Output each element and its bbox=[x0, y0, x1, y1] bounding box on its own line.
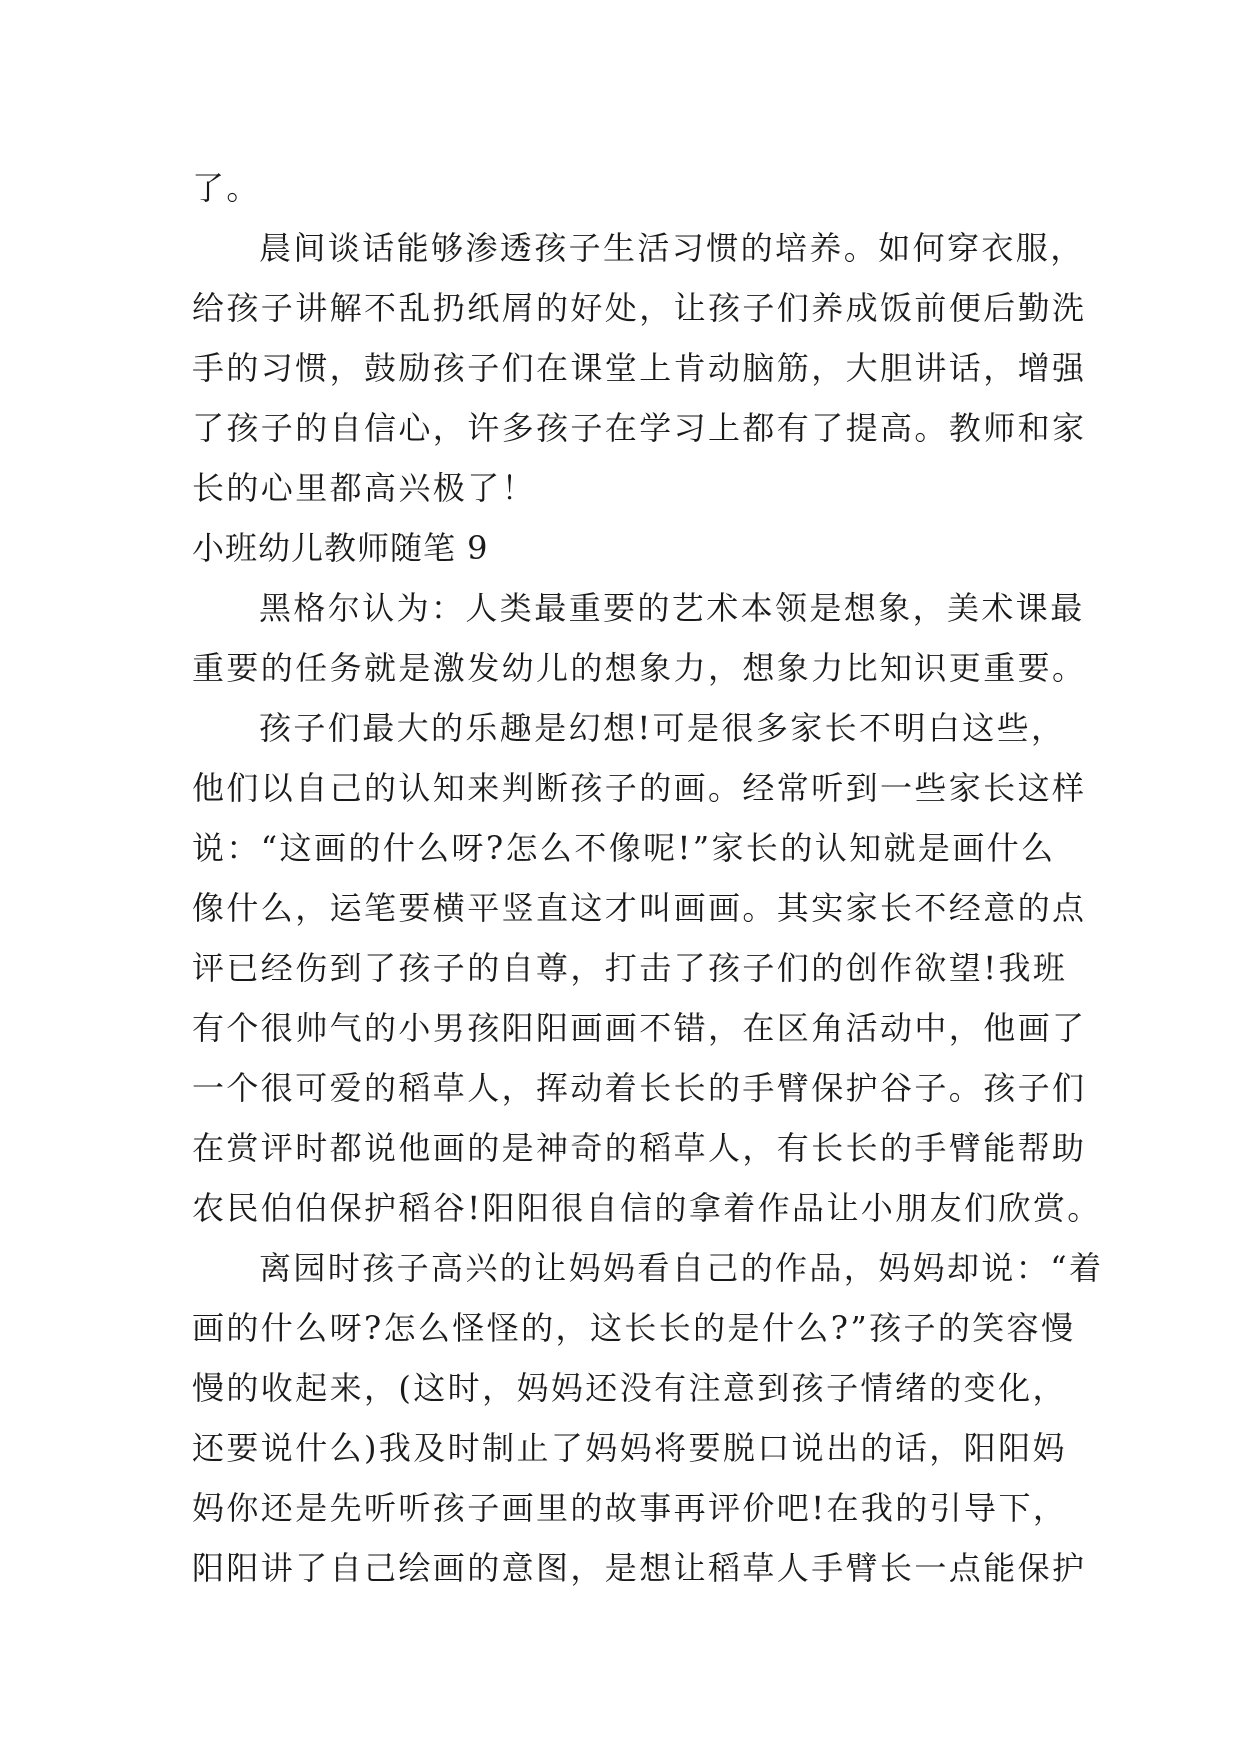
text-line: 评已经伤到了孩子的自尊，打击了孩子们的创作欲望!我班 bbox=[192, 949, 1068, 987]
text-line: 了。 bbox=[192, 169, 261, 207]
paragraph-first-line: 黑格尔认为：人类最重要的艺术本领是想象，美术课最 bbox=[259, 589, 1085, 627]
section-heading: 小班幼儿教师随笔 9 bbox=[192, 529, 489, 567]
text-line: 有个很帅气的小男孩阳阳画画不错，在区角活动中，他画了 bbox=[192, 1009, 1087, 1047]
text-line: 农民伯伯保护稻谷!阳阳很自信的拿着作品让小朋友们欣赏。 bbox=[192, 1189, 1102, 1227]
text-line: 他们以自己的认知来判断孩子的画。经常听到一些家长这样 bbox=[192, 769, 1087, 807]
text-line: 给孩子讲解不乱扔纸屑的好处，让孩子们养成饭前便后勤洗 bbox=[192, 289, 1087, 327]
paragraph-first-line: 晨间谈话能够渗透孩子生活习惯的培养。如何穿衣服， bbox=[259, 229, 1085, 267]
text-line: 手的习惯，鼓励孩子们在课堂上肯动脑筋，大胆讲话，增强 bbox=[192, 349, 1087, 387]
paragraph-first-line: 离园时孩子高兴的让妈妈看自己的作品，妈妈却说：“着 bbox=[259, 1249, 1104, 1287]
text-line: 重要的任务就是激发幼儿的想象力，想象力比知识更重要。 bbox=[192, 649, 1087, 687]
text-line: 了孩子的自信心，许多孩子在学习上都有了提高。教师和家 bbox=[192, 409, 1087, 447]
text-line: 在赏评时都说他画的是神奇的稻草人，有长长的手臂能帮助 bbox=[192, 1129, 1087, 1167]
paragraph-first-line: 孩子们最大的乐趣是幻想!可是很多家长不明白这些， bbox=[259, 709, 1066, 747]
text-line: 还要说什么)我及时制止了妈妈将要脱口说出的话，阳阳妈 bbox=[192, 1429, 1067, 1467]
text-line: 长的心里都高兴极了！ bbox=[192, 469, 537, 507]
text-line: 妈你还是先听听孩子画里的故事再评价吧!在我的引导下， bbox=[192, 1489, 1068, 1527]
text-line: 慢的收起来，(这时，妈妈还没有注意到孩子情绪的变化， bbox=[192, 1369, 1067, 1407]
text-line: 阳阳讲了自己绘画的意图，是想让稻草人手臂长一点能保护 bbox=[192, 1549, 1087, 1587]
document-body bbox=[192, 158, 1104, 1598]
text-line: 画的什么呀?怎么怪怪的，这长长的是什么?”孩子的笑容慢 bbox=[192, 1309, 1076, 1347]
text-line: 像什么，运笔要横平竖直这才叫画画。其实家长不经意的点 bbox=[192, 889, 1087, 927]
text-line: 说：“这画的什么呀?怎么不像呢!”家长的认知就是画什么 bbox=[192, 829, 1056, 867]
text-line: 一个很可爱的稻草人，挥动着长长的手臂保护谷子。孩子们 bbox=[192, 1069, 1087, 1107]
